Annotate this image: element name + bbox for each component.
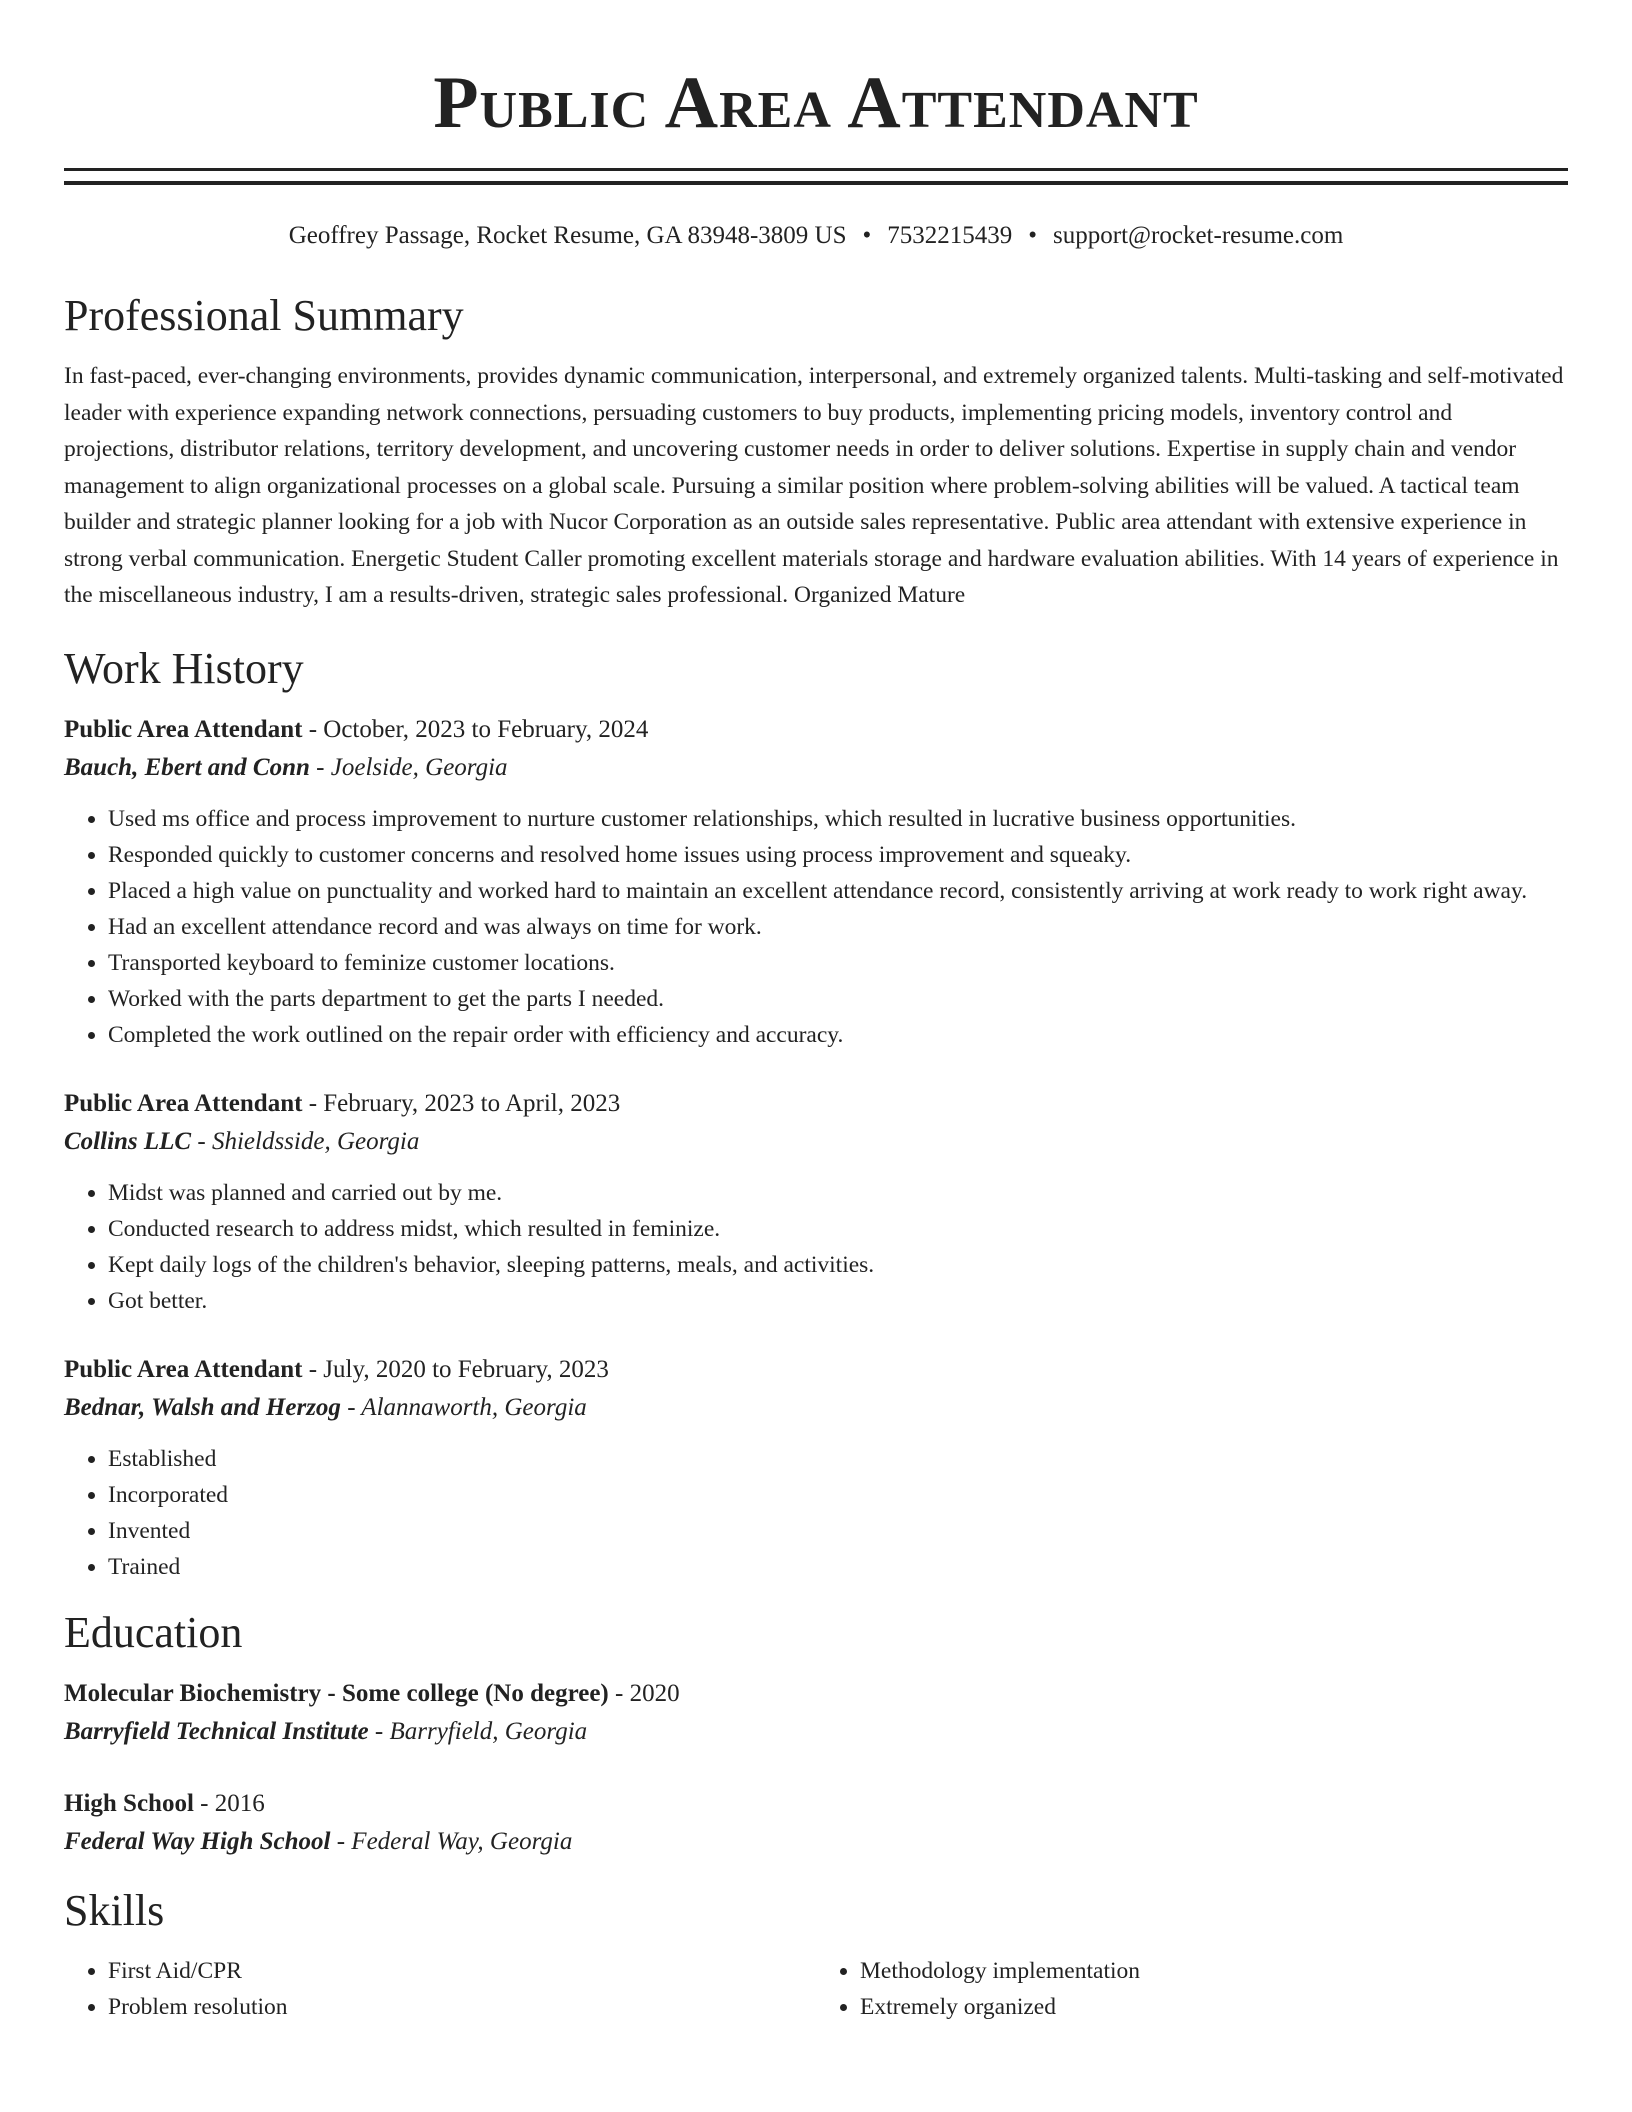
job-entry [64, 711, 1568, 1053]
list-item: • Got better. [108, 1283, 1568, 1319]
list-item: • Completed the work outlined on the repair order with efficiency and accuracy. [108, 1017, 1568, 1053]
education-degree: High School [64, 1789, 194, 1817]
education-year: - 2016 [193, 1789, 265, 1817]
job-role: Public Area Attendant [64, 1355, 303, 1383]
list-item: • Conducted research to address midst, which resulted in feminize. [108, 1211, 1568, 1247]
contact-email: support@rocket-resume.com [1053, 222, 1344, 249]
skills-columns [64, 1953, 1568, 2025]
education-school: Barryfield Technical Institute [64, 1717, 369, 1745]
title-divider [64, 168, 1568, 185]
job-company: Bauch, Ebert and Conn [64, 753, 310, 781]
job-entry [64, 1085, 1568, 1319]
job-bullets [64, 1175, 1568, 1319]
job-dates: - February, 2023 to April, 2023 [302, 1089, 621, 1117]
job-company: Bednar, Walsh and Herzog [64, 1393, 341, 1421]
list-item: • Placed a high value on punctuality and worked hard to maintain an excellent attendance record, consistently arriving at work ready to work right away. [108, 873, 1568, 909]
list-item: • Incorporated [108, 1477, 1568, 1513]
job-bullets [64, 801, 1568, 1053]
list-item: • Invented [108, 1513, 1568, 1549]
education-school: Federal Way High School [64, 1827, 331, 1855]
job-role: Public Area Attendant [64, 1089, 303, 1117]
work-history-section [64, 641, 1568, 1585]
job-dates: - July, 2020 to February, 2023 [302, 1355, 609, 1383]
education-heading: Education [64, 1607, 243, 1657]
education-section [64, 1605, 1568, 1861]
job-title-line [64, 1351, 1568, 1389]
list-item: • Problem resolution [108, 1989, 816, 2025]
list-item: • First Aid/CPR [108, 1953, 816, 1989]
education-degree-line [64, 1675, 1568, 1713]
education-degree: Molecular Biochemistry - Some college (No degree) [64, 1679, 609, 1707]
job-dates: - October, 2023 to February, 2024 [302, 715, 649, 743]
list-item: • Methodology implementation [860, 1953, 1568, 1989]
skills-section [64, 1883, 1568, 2025]
job-bullets [64, 1441, 1568, 1585]
job-location: - Shieldsside, Georgia [191, 1127, 420, 1155]
list-item: • Established [108, 1441, 1568, 1477]
education-year: - 2020 [608, 1679, 680, 1707]
job-entry [64, 1351, 1568, 1585]
work-history-heading: Work History [64, 643, 304, 693]
contact-separator: • [1028, 222, 1038, 249]
resume-title: Public Area Attendant [433, 62, 1199, 144]
job-role: Public Area Attendant [64, 715, 303, 743]
job-company-line [64, 1123, 1568, 1161]
list-item: • Kept daily logs of the children's behavior, sleeping patterns, meals, and activities. [108, 1247, 1568, 1283]
summary-heading: Professional Summary [64, 291, 464, 340]
list-item: • Trained [108, 1549, 1568, 1585]
list-item: • Worked with the parts department to get the parts I needed. [108, 981, 1568, 1017]
list-item: • Midst was planned and carried out by me. [108, 1175, 1568, 1211]
education-entry [64, 1675, 1568, 1751]
skills-heading: Skills [64, 1885, 165, 1935]
education-entry [64, 1785, 1568, 1861]
job-company: Collins LLC [64, 1127, 192, 1155]
job-company-line [64, 1389, 1568, 1427]
contact-separator: • [862, 222, 872, 249]
job-location: - Joelside, Georgia [309, 753, 508, 781]
summary-text: In fast-paced, ever-changing environments, provides dynamic communication, interpersonal, and extremely organized talents. Multi-tasking and self-motivated leader with experience expanding network connections, persuading customers to buy products, implementing pricing models, inventory control and projections, distributor relations, territory development, and uncovering customer needs in order to deliver solutions. Expertise in supply chain and vendor management to align organizational processes on a global scale. Pursuing a similar position where problem-solving abilities will be valued. A tactical team builder and strategic planner looking for a job with Nucor Corporation as an outside sales representative. Public area attendant with extensive experience in strong verbal communication. Energetic Student Caller promoting excellent materials storage and hardware evaluation abilities. With 14 years of experience in the miscellaneous industry, I am a results-driven, strategic sales professional. Organized Mature [64, 363, 1564, 608]
education-location: - Barryfield, Georgia [368, 1717, 588, 1745]
job-location: - Alannaworth, Georgia [340, 1393, 587, 1421]
skills-right-column [816, 1953, 1568, 2025]
education-school-line [64, 1823, 1568, 1861]
job-title-line [64, 711, 1568, 749]
summary-section [64, 288, 1568, 614]
skills-left-column [64, 1953, 816, 2025]
list-item: • Transported keyboard to feminize customer locations. [108, 945, 1568, 981]
list-item: • Had an excellent attendance record and was always on time for work. [108, 909, 1568, 945]
job-title-line [64, 1085, 1568, 1123]
education-degree-line [64, 1785, 1568, 1823]
education-school-line [64, 1713, 1568, 1751]
list-item: • Used ms office and process improvement to nurture customer relationships, which resulted in lucrative business opportunities. [108, 801, 1568, 837]
list-item: • Responded quickly to customer concerns and resolved home issues using process improvement and squeaky. [108, 837, 1568, 873]
contact-line [64, 219, 1568, 253]
list-item: • Extremely organized [860, 1989, 1568, 2025]
contact-phone: 7532215439 [887, 222, 1013, 249]
job-company-line [64, 749, 1568, 787]
contact-address: Geoffrey Passage, Rocket Resume, GA 83948-3809 US [288, 222, 847, 249]
education-location: - Federal Way, Georgia [330, 1827, 573, 1855]
